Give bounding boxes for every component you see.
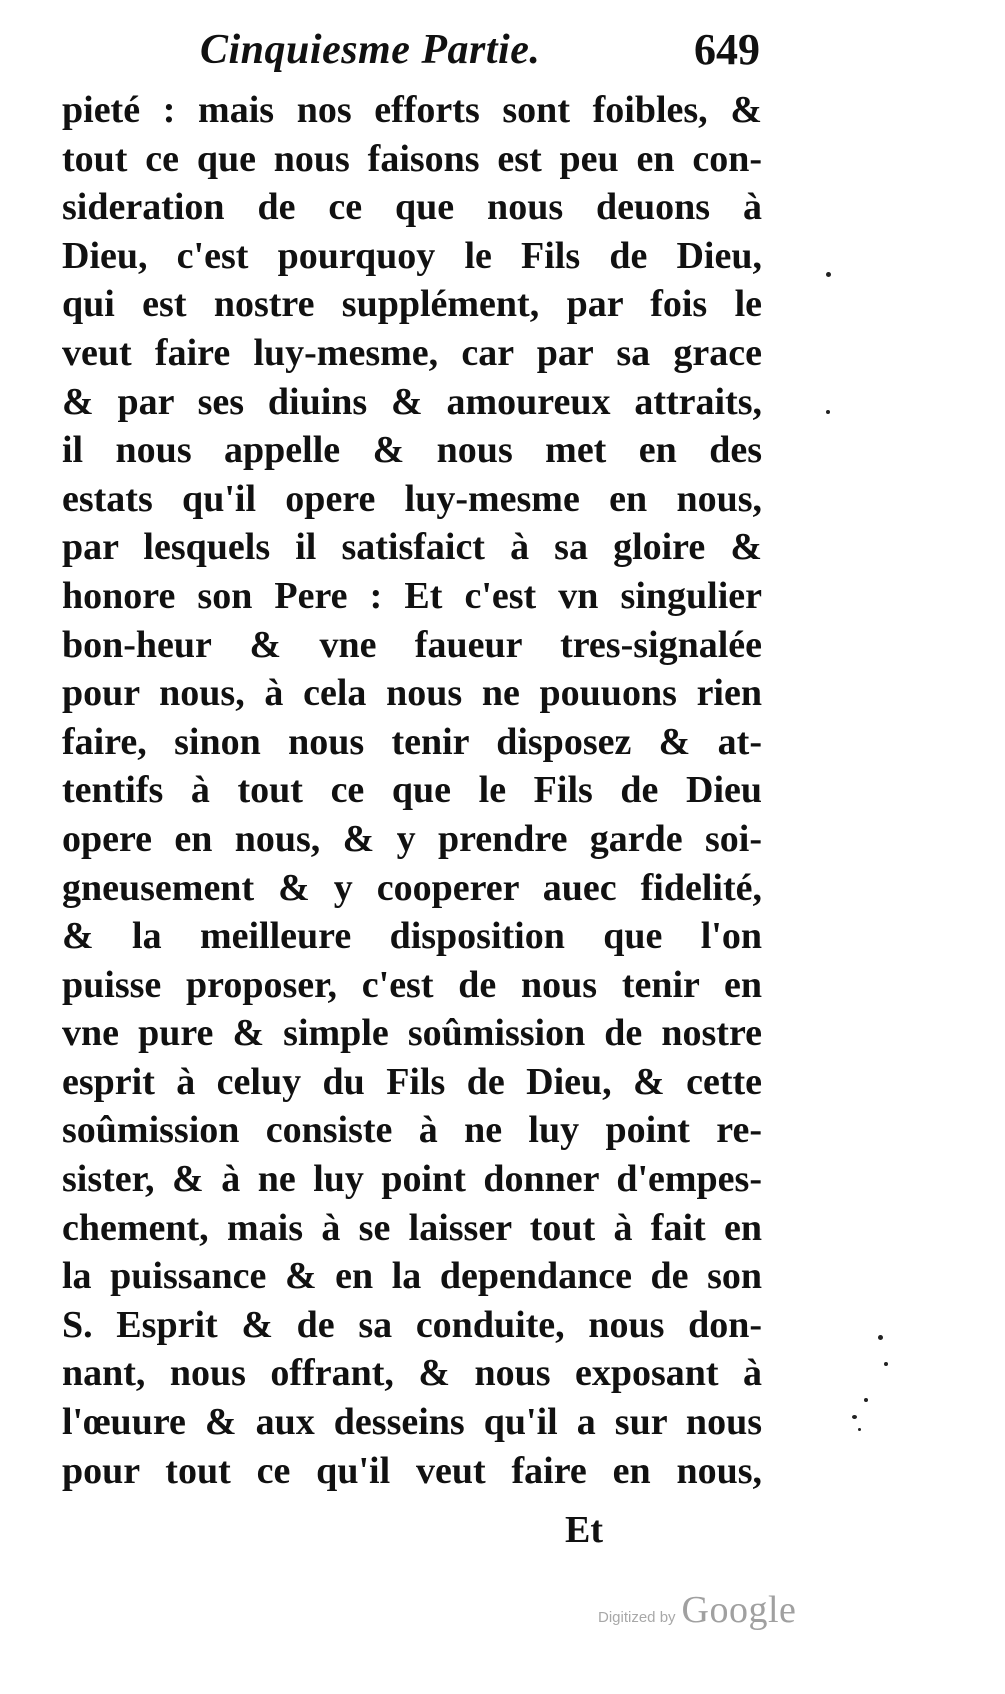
text-line: chement, mais à se laisser tout à fait en — [62, 1206, 762, 1249]
google-logo: Google — [681, 1589, 797, 1631]
text-line: veut faire luy-mesme, car par sa grace — [62, 331, 762, 374]
text-line: l'œuure & aux desseins qu'il a sur nous — [62, 1401, 762, 1444]
text-line: gneusement & y cooperer auec fidelité, — [62, 866, 762, 909]
scan-speck — [864, 1398, 868, 1402]
text-line: tout ce que nous faisons est peu en con- — [62, 137, 762, 180]
text-line: estats qu'il opere luy-mesme en nous, — [62, 477, 762, 520]
text-line: Dieu, c'est pourquoy le Fils de Dieu, — [62, 234, 762, 277]
text-line: vne pure & simple soûmission de nostre — [62, 1012, 762, 1055]
text-line: sister, & à ne luy point donner d'empes- — [62, 1158, 762, 1201]
text-line: soûmission consiste à ne luy point re- — [62, 1109, 762, 1152]
digitized-label: Digitized by — [598, 1609, 676, 1626]
text-line: S. Esprit & de sa conduite, nous don- — [62, 1303, 762, 1346]
body-text — [62, 86, 762, 1495]
text-line: pour nous, à cela nous ne pouuons rien — [62, 672, 762, 715]
text-line: tentifs à tout ce que le Fils de Dieu — [62, 769, 762, 812]
page-number: 649 — [694, 25, 760, 74]
text-line: puisse proposer, c'est de nous tenir en — [62, 963, 762, 1006]
scan-speck — [858, 1428, 861, 1431]
scan-speck — [852, 1415, 857, 1419]
text-line: qui est nostre supplément, par fois le — [62, 283, 762, 326]
scan-speck — [826, 410, 830, 414]
catchword: Et — [565, 1509, 603, 1551]
text-line: la puissance & en la dependance de son — [62, 1255, 762, 1298]
text-line: & par ses diuins & amoureux attraits, — [62, 380, 762, 423]
text-line: par lesquels il satisfaict à sa gloire & — [62, 526, 762, 569]
scan-speck — [884, 1362, 888, 1366]
text-line: pour tout ce qu'il veut faire en nous, — [62, 1449, 762, 1492]
scan-speck — [826, 272, 831, 277]
text-line: esprit à celuy du Fils de Dieu, & cette — [62, 1060, 762, 1103]
scan-speck — [878, 1335, 883, 1340]
text-line: faire, sinon nous tenir disposez & at- — [62, 720, 762, 763]
text-line: bon-heur & vne faueur tres-signalée — [62, 623, 762, 666]
running-title: Cinquiesme Partie. — [200, 27, 541, 73]
running-head — [200, 18, 760, 78]
text-line: pieté : mais nos efforts sont foibles, & — [62, 89, 762, 131]
digitized-by-google-watermark — [598, 1588, 796, 1638]
text-line: opere en nous, & y prendre garde soi- — [62, 817, 762, 860]
text-line: & la meilleure disposition que l'on — [62, 915, 762, 958]
text-line: honore son Pere : Et c'est vn singulier — [62, 574, 762, 617]
text-line: nant, nous offrant, & nous exposant à — [62, 1352, 762, 1395]
text-line: sideration de ce que nous deuons à — [62, 186, 762, 229]
text-line: il nous appelle & nous met en des — [62, 429, 762, 472]
